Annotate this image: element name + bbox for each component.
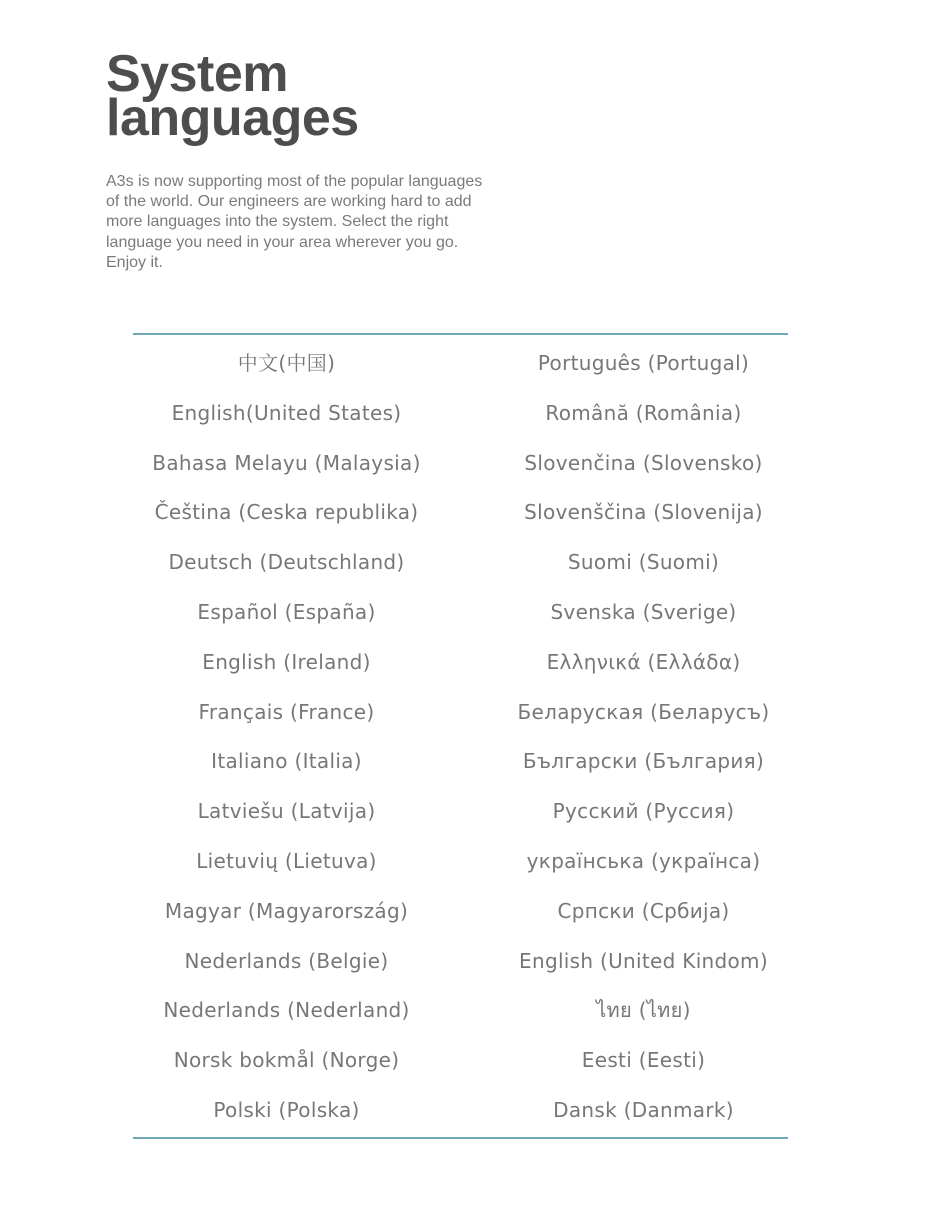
language-row bbox=[108, 737, 822, 787]
language-item: Eesti (Eesti) bbox=[581, 1048, 706, 1073]
bottom-divider bbox=[133, 1137, 788, 1139]
language-item: Polski (Polska) bbox=[213, 1097, 360, 1122]
language-item: Беларуская (Беларусъ) bbox=[517, 699, 770, 724]
language-row bbox=[108, 488, 822, 538]
language-row bbox=[108, 389, 822, 439]
language-item: Bahasa Melayu (Malaysia) bbox=[152, 450, 421, 475]
language-item: Italiano (Italia) bbox=[211, 749, 362, 774]
language-row bbox=[108, 688, 822, 738]
language-item: Português (Portugal) bbox=[537, 351, 750, 375]
language-row bbox=[108, 787, 822, 837]
language-row bbox=[108, 588, 822, 638]
language-table bbox=[108, 339, 822, 1136]
language-row bbox=[108, 638, 822, 688]
language-row bbox=[108, 937, 822, 987]
page-title-line-1: System bbox=[106, 45, 288, 103]
language-item: Dansk (Danmark) bbox=[553, 1097, 734, 1122]
language-item: Српски (Србија) bbox=[557, 898, 730, 923]
page-title-line-2: languages bbox=[106, 89, 359, 147]
language-item: Русский (Руссия) bbox=[552, 799, 735, 824]
language-row bbox=[108, 439, 822, 489]
language-item: Nederlands (Belgie) bbox=[184, 948, 389, 973]
language-row bbox=[108, 986, 822, 1036]
language-row bbox=[108, 837, 822, 887]
language-item: Suomi (Suomi) bbox=[567, 550, 720, 575]
language-item: Čeština (Ceska republika) bbox=[154, 500, 419, 525]
language-item: English(United States) bbox=[171, 400, 402, 425]
top-divider bbox=[133, 333, 788, 335]
language-item: Français (France) bbox=[198, 699, 375, 724]
language-item: ไทย (ไทย) bbox=[596, 998, 691, 1023]
language-item: Svenska (Sverige) bbox=[550, 599, 737, 624]
language-row bbox=[108, 538, 822, 588]
language-item: English (Ireland) bbox=[202, 649, 371, 674]
language-item: Norsk bokmål (Norge) bbox=[173, 1048, 400, 1073]
language-item: українська (українса) bbox=[526, 848, 761, 873]
language-item: 中文(中国) bbox=[237, 351, 336, 375]
language-item: Español (España) bbox=[197, 599, 376, 624]
intro-paragraph: A3s is now supporting most of the popular languages of the world. Our engineers are working hard to add more languages into the system. Select the right language you need in your area wherever you go. Enjoy it. bbox=[106, 173, 483, 271]
language-row bbox=[108, 1036, 822, 1086]
language-row bbox=[108, 1086, 822, 1136]
language-item: Nederlands (Nederland) bbox=[163, 998, 410, 1023]
language-item: Ελληνικά (Ελλάδα) bbox=[546, 649, 741, 674]
language-item: Lietuvių (Lietuva) bbox=[196, 848, 377, 873]
language-item: Magyar (Magyarország) bbox=[164, 898, 409, 923]
language-item: Български (България) bbox=[522, 749, 765, 774]
language-item: Slovenščina (Slovenija) bbox=[524, 500, 763, 525]
language-item: Slovenčina (Slovensko) bbox=[524, 450, 763, 475]
language-item: Română (România) bbox=[545, 400, 742, 425]
language-item: Deutsch (Deutschland) bbox=[168, 550, 405, 575]
language-row bbox=[108, 339, 822, 389]
language-row bbox=[108, 887, 822, 937]
page-title bbox=[106, 45, 606, 147]
language-item: English (United Kindom) bbox=[519, 948, 768, 973]
language-item: Latviešu (Latvija) bbox=[197, 799, 376, 824]
